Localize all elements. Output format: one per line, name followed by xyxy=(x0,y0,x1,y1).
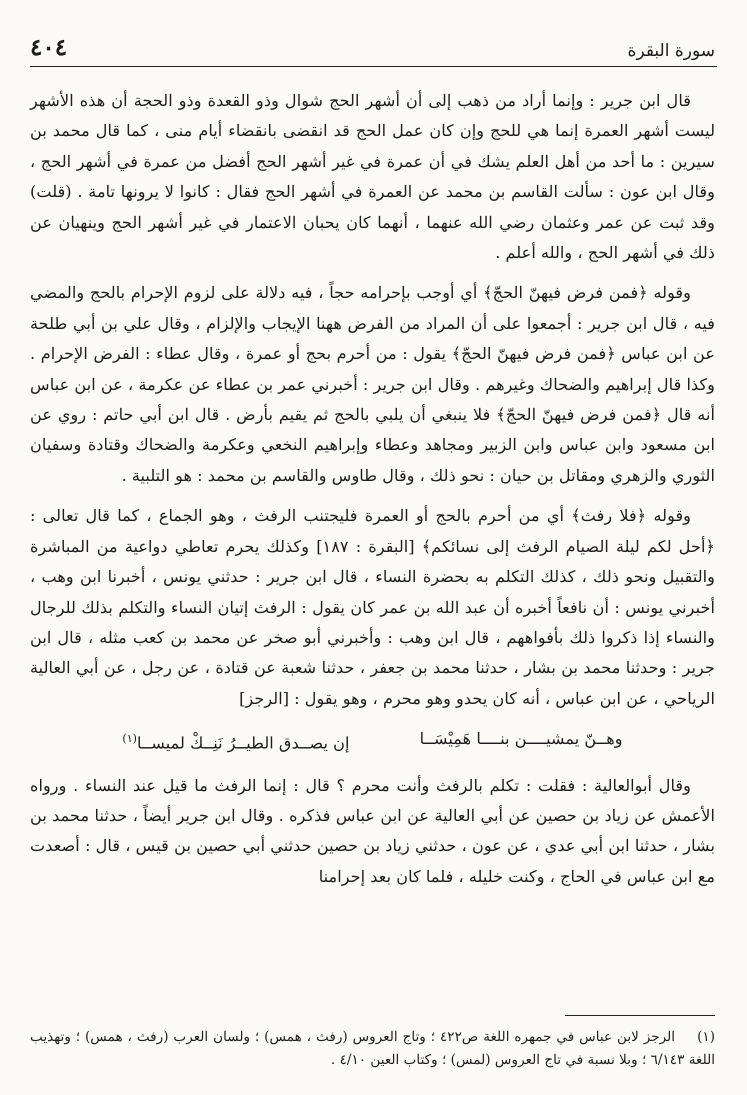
verse-first-hemistich: وهــنّ يمشيــــن بنــــا هَمِيْسَــا xyxy=(419,729,623,749)
paragraph-4: وقال أبوالعالية : فقلت : تكلم بالرفث وأنت محرم ؟ قال : إنما الرفث ما قيل عند النساء . ورواه الأعمش عن زياد بن حصين عن أبي العالية عن ابن عباس فذكره . وقال ابن جرير أيضاً ، حدثنا محمد بن بشار ، حدثنا ابن أبي عدي ، عن عون ، حدثني زياد بن حصين حدثني أبي حصين بن قيس ، قال : أصعدت مع ابن عباس في الحاج ، وكنت خليله ، فلما كان بعد إحرامنا xyxy=(30,775,715,886)
page-header xyxy=(30,33,715,61)
poetry-verse xyxy=(30,724,715,758)
footnote-number: (١) xyxy=(697,1029,716,1045)
paragraph-3: وقوله ﴿فلا رفث﴾ أي من أحرم بالحج أو العمرة فليجتنب الرفث ، وهو الجماع ، كما قال تعالى : ﴿أحل لكم ليلة الصيام الرفث إلى نسائكم﴾ [البقرة : ١٨٧] وكذلك يحرم تعاطي دواعية من المباشرة والتقبيل ونحو ذلك ، كذلك التكلم به بحضرة النساء ، قال ابن جرير : حدثني يونس ، أخبرنا ابن وهب ، أخبرني يونس : أن نافعاً أخبره أن عبد الله بن عمر كان يقول : الرفث إتيان النساء والتكلم بذلك للرجال والنساء إذا ذكروا ذلك بأفواههم ، قال ابن وهب : وأخبرني أبو صخر عن محمد بن كعب مثله ، قال ابن جرير : وحدثنا محمد بن بشار ، حدثنا محمد بن جعفر ، حدثنا شعبة عن قتادة ، عن رجل ، عن أبي العالية الرياحي ، عن ابن عباس ، أنه كان يحدو وهو محرم ، وهو يقول : [الرجز] xyxy=(30,506,716,708)
footnotes xyxy=(30,1026,715,1072)
verse-second-hemistich: إن يصــدق الطيــرُ نَنِــكْ لميســا$^{(١)}$ xyxy=(122,732,350,753)
footnote-marker: (١) xyxy=(122,732,137,746)
footnote-text: الرجز لابن عباس في جمهره اللغة ص٤٢٢ ؛ وتاج العروس (رفث ، همس) ؛ ولسان العرب (رفث ، همس) ؛ وتهذيب اللغة ٦/١٤٣ ؛ وبلا نسبة في تاج العروس (لمس) ؛ وكتاب العين ٤/١٠ . xyxy=(30,1029,715,1068)
page-body xyxy=(30,86,715,892)
running-title: سورة البقرة xyxy=(627,41,715,61)
paragraph-2: وقوله ﴿فمن فرض فيهنّ الحجّ﴾ أي أوجب بإحرامه حجاً ، فيه دلالة على لزوم الإحرام بالحج والمضي فيه ، قال ابن جرير : أجمعوا على أن المراد من الفرض ههنا الإيجاب والإلزام ، وقال علي بن أبي طلحة عن ابن عباس ﴿فمن فرض فيهنّ الحجّ﴾ يقول : من أحرم بحج أو عمرة ، وقال عطاء : الفرض الإحرام . وكذا قال إبراهيم والضحاك وغيرهم . وقال ابن جرير : أخبرني عمر بن عطاء عن عكرمة ، عن ابن عباس أنه قال ﴿فمن فرض فيهنّ الحجّ﴾ فلا ينبغي أن يلبي بالحج ثم يقيم بأرض . قال ابن أبي حاتم : روي عن ابن مسعود وابن عباس وابن الزبير ومجاهد وعطاء وإبراهيم النخعي وعكرمة والضحاك وقتادة وسفيان الثوري والزهري ومقاتل بن حيان : نحو ذلك ، وقال طاوس والقاسم بن محمد : هو التلبية . xyxy=(30,283,715,485)
page-number: ٤٠٤ xyxy=(30,34,68,61)
footnote-divider xyxy=(565,1015,715,1016)
header-divider xyxy=(30,66,717,67)
paragraph-1: قال ابن جرير : وإنما أراد من ذهب إلى أن أشهر الحج شوال وذو القعدة وذو الحجة أن هذه الأشهر ليست أشهر العمرة إنما هي للحج وإن كان عمل الحج قد انقضى بانقضاء أيام منى ، كما قال محمد بن سيرين : ما أحد من أهل العلم يشك في أن عمرة في غير أشهر الحج أفضل من عمرة في أشهر الحج ، وقال ابن عون : سألت القاسم بن محمد عن العمرة في أشهر الحج فقال : كانوا لا يرونها تامة . (قلت) وقد ثبت عن عمر وعثمان رضي الله عنهما ، أنهما كان يحبان الاعتمار في غير أشهر الحج وينهيان عن ذلك في أشهر الحج ، والله أعلم . xyxy=(30,91,715,263)
